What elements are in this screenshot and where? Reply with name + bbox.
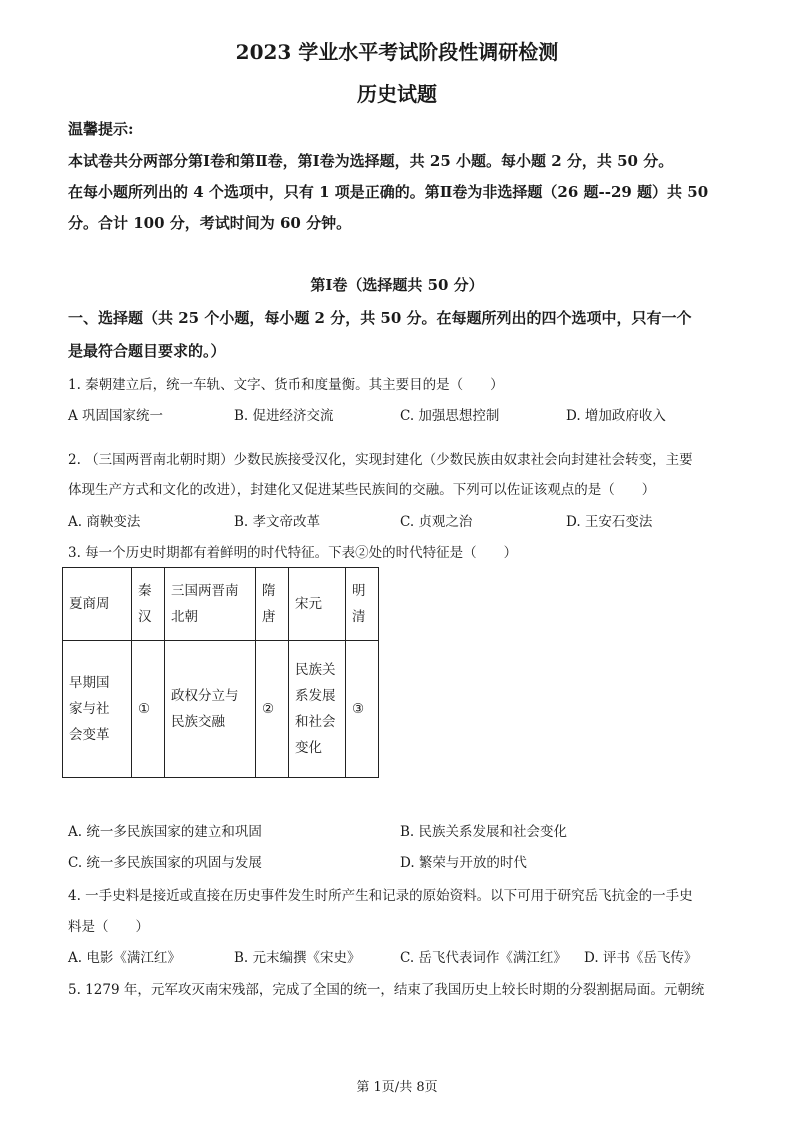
table-header-row	[63, 568, 379, 641]
q2-stem-line-2: 体现生产方式和文化的改进），封建化又促进某些民族间的交融。下列可以佐证该观点的是（ ）	[68, 482, 656, 498]
q4-option-b[interactable]: B. 元末编撰《宋史》	[234, 950, 361, 966]
table-cell: 早期国 家与社 会变革	[63, 641, 132, 778]
table-cell: 秦 汉	[132, 568, 165, 641]
page-number: 第 1页/共 8页	[356, 1080, 438, 1095]
table-cell: 隋 唐	[256, 568, 289, 641]
table-cell: ③	[346, 641, 379, 778]
q1-stem: 1. 秦朝建立后，统一车轨、文字、货币和度量衡。其主要目的是（ ）	[68, 377, 504, 393]
table-cell: 宋元	[289, 568, 346, 641]
q2-option-a[interactable]: A. 商鞅变法	[68, 514, 141, 530]
table-cell: 三国两晋南 北朝	[165, 568, 256, 641]
q3-stem: 3. 每一个历史时期都有着鲜明的时代特征。下表②处的时代特征是（ ）	[68, 545, 518, 561]
table-cell: 民族关 系发展 和社会 变化	[289, 641, 346, 778]
q2-option-b[interactable]: B. 孝文帝改革	[234, 514, 321, 530]
q4-option-d[interactable]: D. 评书《岳飞传》	[584, 950, 698, 966]
q4-stem-line-1: 4. 一手史料是接近或直接在历史事件发生时所产生和记录的原始资料。以下可用于研究岳飞抗金的一手史	[68, 888, 693, 904]
q5-stem: 5. 1279 年，元军攻灭南宋残部，完成了全国的统一，结束了我国历史上较长时期的分裂割据局面。元朝统	[68, 982, 705, 998]
notice-line-2: 在每小题所列出的 4 个选项中，只有 1 项是正确的。第Ⅱ卷为非选择题（26 题--29 题）共 50	[68, 183, 709, 201]
table-cell: ②	[256, 641, 289, 778]
q3-option-d[interactable]: D. 繁荣与开放的时代	[400, 855, 527, 871]
section-intro-2: 是最符合题目要求的。）	[68, 342, 226, 360]
q3-option-c[interactable]: C. 统一多民族国家的巩固与发展	[68, 855, 262, 871]
notice-line-1: 本试卷共分两部分第Ⅰ卷和第Ⅱ卷，第Ⅰ卷为选择题，共 25 小题。每小题 2 分，共 50 分。	[68, 152, 674, 170]
q2-option-c[interactable]: C. 贞观之治	[400, 514, 473, 530]
exam-title: 2023 学业水平考试阶段性调研检测	[235, 40, 559, 64]
q2-stem-line-1: 2. （三国两晋南北朝时期）少数民族接受汉化，实现封建化（少数民族由奴隶社会向封建社会转变，主要	[68, 452, 693, 468]
q1-option-a[interactable]: A 巩固国家统一	[68, 408, 164, 424]
q4-option-a[interactable]: A. 电影《满江红》	[68, 950, 181, 966]
table-body-row	[63, 641, 379, 778]
q4-option-c[interactable]: C. 岳飞代表词作《满江红》	[400, 950, 567, 966]
q1-option-d[interactable]: D. 增加政府收入	[566, 408, 666, 424]
q3-period-table	[62, 567, 379, 778]
q4-stem-line-2: 料是（ ）	[68, 919, 149, 935]
table-cell: 政权分立与 民族交融	[165, 641, 256, 778]
section-intro-1: 一、选择题（共 25 个小题，每小题 2 分，共 50 分。在每题所列出的四个选项中，只有一个	[68, 309, 692, 327]
q1-option-b[interactable]: B. 促进经济交流	[234, 408, 334, 424]
q3-option-b[interactable]: B. 民族关系发展和社会变化	[400, 824, 568, 840]
table-cell: 明 清	[346, 568, 379, 641]
section-heading: 第Ⅰ卷（选择题共 50 分）	[310, 276, 484, 294]
table-cell: ①	[132, 641, 165, 778]
notice-line-3: 分。合计 100 分，考试时间为 60 分钟。	[68, 214, 352, 232]
exam-subtitle: 历史试题	[357, 82, 437, 106]
notice-heading: 温馨提示:	[68, 120, 134, 138]
q1-option-c[interactable]: C. 加强思想控制	[400, 408, 500, 424]
q3-option-a[interactable]: A. 统一多民族国家的建立和巩固	[68, 824, 262, 840]
table-cell: 夏商周	[63, 568, 132, 641]
q2-option-d[interactable]: D. 王安石变法	[566, 514, 653, 530]
